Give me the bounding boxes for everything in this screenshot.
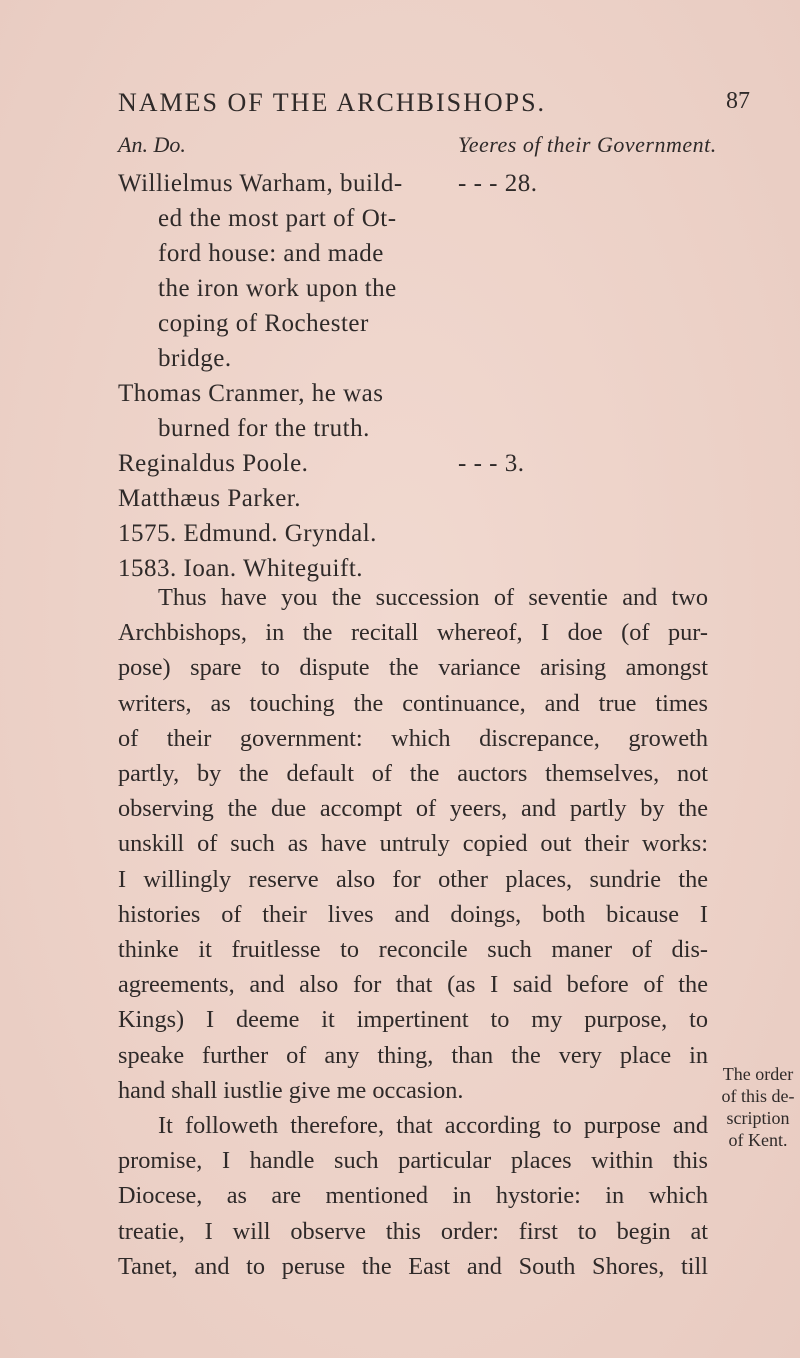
entry-line: Willielmus Warham, build-	[118, 170, 403, 197]
entry-line: ed the most part of Ot-	[158, 205, 397, 232]
margin-note-line: scription	[726, 1108, 790, 1128]
entry-line: coping of Rochester	[158, 310, 369, 337]
text-line: Diocese, as are mentioned in hystorie: in which	[118, 1182, 708, 1210]
text-line: Archbishops, in the recitall whereof, I doe (of pur-	[118, 619, 708, 647]
entry-line: Reginaldus Poole.	[118, 450, 309, 477]
text-line: agreements, and also for that (as I said before of the	[118, 971, 708, 999]
years-heading: Yeeres of their Government.	[458, 132, 717, 157]
entry-line: bridge.	[158, 345, 232, 372]
text-line: I willingly reserve also for other places, sundrie the	[118, 865, 708, 893]
text-line: It followeth therefore, that according to purpose and	[158, 1112, 708, 1140]
entry-years: - - - 3.	[458, 450, 525, 477]
margin-note-line: The order	[722, 1064, 794, 1084]
entry-line: 1583. Ioan. Whiteguift.	[118, 555, 364, 582]
text-line: histories of their lives and doings, both bicause I	[118, 900, 708, 928]
text-line: promise, I handle such particular places within this	[118, 1147, 708, 1175]
margin-note-line: of this de-	[721, 1086, 795, 1106]
entry-line: ford house: and made	[158, 240, 384, 267]
entry-line: the iron work upon the	[158, 275, 397, 302]
margin-note	[717, 1063, 799, 1151]
page-number: 87	[726, 88, 750, 114]
text-line: Thus have you the succession of seventie and two	[158, 584, 708, 611]
entry-line: burned for the truth.	[158, 415, 370, 442]
entry-line: 1575. Edmund. Gryndal.	[118, 520, 377, 547]
list-heading	[118, 132, 738, 166]
running-head: NAMES OF THE ARCHBISHOPS.	[118, 88, 547, 117]
margin-note-line: of Kent.	[728, 1130, 788, 1150]
text-line: thinke it fruitlesse to reconcile such maner of dis-	[118, 936, 708, 964]
entry-line: Thomas Cranmer, he was	[118, 380, 384, 407]
entry-years: - - - 28.	[458, 170, 538, 197]
text-line: pose) spare to dispute the variance arising amongst	[118, 654, 708, 682]
list-item	[118, 166, 738, 376]
text-line: of their government: which discrepance, groweth	[118, 724, 708, 752]
text-line: partly, by the default of the auctors themselves, not	[118, 760, 708, 788]
text-line: writers, as touching the continuance, and true times	[118, 689, 708, 717]
text-line: Tanet, and to peruse the East and South Shores, till	[118, 1252, 708, 1280]
paragraph-succession	[118, 580, 708, 1108]
anno-domini-heading: An. Do.	[118, 132, 186, 157]
page-header	[118, 88, 758, 132]
list-item	[118, 481, 738, 516]
text-line: Kings) I deeme it impertinent to my purpose, to	[118, 1006, 708, 1034]
list-item	[118, 516, 738, 551]
entry-line: Matthæus Parker.	[118, 485, 301, 512]
body-text	[118, 580, 708, 1284]
list-item	[118, 376, 738, 446]
text-line: treatie, I will observe this order: first to begin at	[118, 1217, 708, 1245]
paragraph-order	[118, 1108, 708, 1284]
text-line: unskill of such as have untruly copied out their works:	[118, 830, 708, 858]
text-line: speake further of any thing, than the very place in	[118, 1041, 708, 1069]
text-line: hand shall iustlie give me occasion.	[118, 1076, 464, 1104]
archbishops-list	[118, 132, 738, 586]
text-line: observing the due accompt of yeers, and partly by the	[118, 795, 708, 823]
list-item	[118, 446, 738, 481]
